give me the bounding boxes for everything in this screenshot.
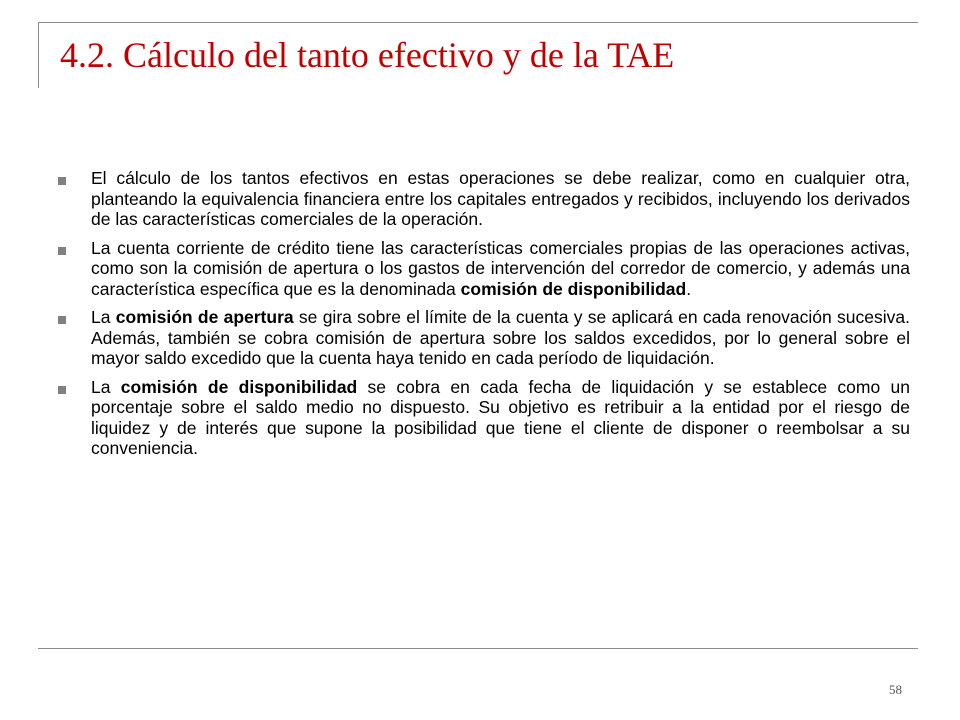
text-run: El cálculo de los tantos efectivos en estas operaciones se debe realizar, como en cualquier otra, planteando la equivalencia financiera entre los capitales entregados y recibidos, incluyendo los derivados de las características comerciales de la operación. <box>91 168 910 229</box>
bullet-item-1 <box>58 168 910 230</box>
bold-term: comisión de disponibilidad <box>120 376 358 397</box>
bullet-text <box>91 238 910 300</box>
square-bullet-icon <box>58 247 66 255</box>
text-run: . <box>686 278 692 299</box>
bullet-item-4 <box>58 377 910 459</box>
bullet-text <box>91 307 910 369</box>
footer-rule <box>38 648 918 649</box>
bullet-item-2 <box>58 238 910 300</box>
bullet-list <box>58 168 910 467</box>
text-run: La cuenta corriente de crédito tiene las características comerciales propias de las operaciones activas, como son la comisión de apertura o los gastos de intervención del corredor de comercio, y además una característica específica que es la denominada <box>91 237 910 299</box>
slide-title: 4.2. Cálculo del tanto efectivo y de la TAE <box>60 35 675 75</box>
title-top-rule <box>38 22 918 23</box>
text-run: La <box>91 376 121 397</box>
bullet-item-3 <box>58 307 910 369</box>
text-run: La <box>91 307 116 327</box>
bold-term: comisión de apertura <box>115 307 294 327</box>
bullet-text <box>91 168 910 230</box>
text-run: se gira sobre el límite de la cuenta y se aplicará en cada renovación sucesiva. Además, también se cobra comisión de apertura sobre los saldos excedidos, por lo general sobre el mayor saldo excedido que la cuenta haya tenido en cada período de liquidación. <box>91 307 911 368</box>
square-bullet-icon <box>58 316 66 324</box>
title-left-rule <box>38 22 39 88</box>
square-bullet-icon <box>58 386 66 394</box>
page-number: 58 <box>889 682 902 697</box>
bullet-text <box>91 377 910 459</box>
bold-term: comisión de disponibilidad <box>460 278 687 299</box>
text-run: se cobra en cada fecha de liquidación y se establece como un porcentaje sobre el saldo medio no dispuesto. Su objetivo es retribuir a la entidad por el riesgo de liquidez y de interés que supone la posibilidad que tiene el cliente de disponer o reembolsar a su conveniencia. <box>91 376 910 458</box>
square-bullet-icon <box>58 177 66 185</box>
